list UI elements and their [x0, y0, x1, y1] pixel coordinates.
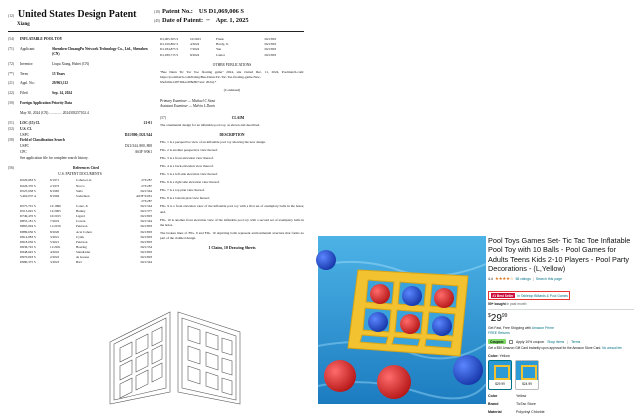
- red-ball: [400, 314, 420, 334]
- patent-date: Apr. 1, 2025: [215, 16, 249, 24]
- reference-cell: D936,745 S: [20, 244, 36, 249]
- ratings-count-link[interactable]: 58 ratings: [515, 276, 531, 281]
- reference-cell: 8/2020: [50, 229, 60, 234]
- rating-row: 4.4 ★★★★☆ 58 ratings | Search this page: [488, 275, 563, 281]
- reference-cell: 273/287: [141, 178, 152, 183]
- reference-cell: D21/803: [140, 229, 152, 234]
- product-title[interactable]: Pool Toys Games Set- Tic Tac Toe Inflatable Pool Toy with 10 Balls - Pool Games for Adults Teens Kids 2-10 Players - Pool Party Decorations - (L,Yellow): [488, 236, 631, 274]
- spec-row: Color Yellow: [488, 394, 527, 398]
- priority-title: (30) Foreign Application Priority Data: [8, 101, 72, 106]
- reference-cell: D21/803: [264, 37, 276, 42]
- reference-cell: D918,056 S: [20, 239, 36, 244]
- perspective-figure-right: [178, 312, 240, 404]
- code-10: (10): [154, 10, 160, 14]
- reference-cell: 273/287: [141, 198, 152, 203]
- assistant-examiner: Assistant Examiner — Melvin L Davis: [160, 104, 215, 109]
- patent-no-label: Patent No.:: [162, 8, 193, 15]
- field-filed: (22) Filed: Sep. 14, 2024: [8, 91, 72, 96]
- examiners: [160, 99, 304, 110]
- reference-cell: 6/1971: [50, 178, 60, 183]
- description-paragraph: The broken lines of FIG. 9 and FIG. 10 depicting balls represent environmental structure that forms no part of the claimed design.: [160, 230, 304, 240]
- swatch-thumbnail: [489, 361, 511, 380]
- coupon-badge: Coupon:: [490, 339, 504, 344]
- reference-cell: Hardy, Jr.: [216, 42, 229, 47]
- reference-cell: D525,958 S: [20, 188, 36, 193]
- blue-ball: [316, 250, 336, 270]
- reference-cell: 11/2021: [50, 244, 61, 249]
- prime-link[interactable]: Amazon Prime: [531, 326, 554, 331]
- tic-tac-toe-frame: [348, 270, 468, 356]
- field-appl-no: (21) Appl. No.: 29/963,112: [8, 81, 69, 86]
- patent-number: US D1,069,006 S: [198, 8, 244, 15]
- coupon-shop-items-link[interactable]: Shop items: [547, 339, 565, 344]
- product-image[interactable]: [318, 236, 486, 404]
- code-12: (12): [8, 14, 14, 18]
- reference-cell: Sodermon: [76, 193, 90, 198]
- reference-cell: D749,476 S: [20, 214, 36, 219]
- perspective-figure-left: [110, 312, 170, 404]
- reference-cell: Frank: [216, 37, 224, 42]
- primary-examiner: Primary Examiner — Michael C Stout: [160, 98, 216, 103]
- reference-cell: 5/2021: [50, 239, 60, 244]
- reference-cell: D1,034,875 S: [160, 47, 179, 52]
- swatch-price: $24.99: [522, 381, 532, 386]
- reference-cell: 12/2005: [50, 209, 61, 214]
- other-publications-text: "Bee Dann Tic Tac Toe floating game" 2024, site visited Dec. 11, 2024, Poolmatch.com: https://poolmatch.com/listing/Bee-Dann-Tic-Tac-Toe-floating-game-New-63efa56e1497394acd08e8b7/ear: 2024).*: [160, 69, 304, 84]
- references-heading: (56) References Cited: [8, 165, 99, 170]
- class-us: (52) U.S. Cl.: [8, 126, 32, 131]
- reference-cell: 2/1973: [50, 183, 60, 188]
- reference-cell: D21/344: [140, 203, 152, 208]
- color-selector-label: Color: Yellow: [488, 354, 510, 358]
- reference-cell: 7/2019: [50, 219, 60, 224]
- class-search-cpc: CPC A63F 9/061: [20, 150, 152, 155]
- reference-cell: 4/2022: [50, 249, 60, 254]
- inventor-short: Xiang: [17, 21, 30, 27]
- product-listing: [318, 236, 634, 414]
- price-fraction: 99: [501, 313, 508, 320]
- reference-cell: D980,375 S: [20, 260, 36, 265]
- coupon-terms-link[interactable]: Terms: [571, 339, 581, 344]
- blue-ball: [402, 286, 422, 306]
- reference-cell: D21/803: [264, 42, 276, 47]
- reference-cell: D1,039,715 S: [160, 52, 179, 57]
- reference-cell: Hanley: [76, 209, 86, 214]
- reference-cell: 5,462,037 A: [20, 193, 37, 198]
- reference-row: [20, 260, 152, 265]
- description-paragraph: FIG. 2 is another perspective view thereof.: [160, 147, 218, 152]
- description-paragraph: FIG. 6 is a right side elevation view thereof.: [160, 180, 220, 185]
- spec-row: Material Polyvinyl Chloride: [488, 410, 545, 414]
- reference-cell: Ligard: [76, 214, 85, 219]
- reference-cell: D21/354: [140, 244, 152, 249]
- reference-cell: D1,005,303 S: [160, 37, 179, 42]
- card-offer-link[interactable]: No annual fee: [602, 346, 622, 350]
- reference-cell: 4/2024: [190, 42, 200, 47]
- price-symbol: $: [488, 313, 491, 320]
- reference-cell: 8/1965: [50, 188, 60, 193]
- blue-ball: [453, 355, 483, 385]
- reference-cell: D948,645 S: [20, 249, 36, 254]
- reference-cell: Cytak: [76, 234, 84, 239]
- rating-value: 4.4: [488, 276, 493, 281]
- bought-count: 50+ bought in past month: [488, 302, 527, 307]
- product-info: [488, 236, 634, 414]
- reference-cell: Stalo: [76, 188, 83, 193]
- description-paragraph: FIG. 4 is a back elevation view thereof.: [160, 163, 214, 168]
- claim-text: The ornamental design for an inflatable pool toy, as shown and described.: [160, 122, 261, 127]
- description-paragraph: FIG. 10 is another front elevation view of the inflatable pool toy with a second set of exemplary balls in the holes.: [160, 217, 304, 227]
- reference-cell: D1,010,802 S: [160, 42, 179, 47]
- coupon-row: Coupon: Apply 10% coupon Shop items | Terms: [490, 339, 581, 344]
- reference-cell: D855,181 S: [20, 219, 36, 224]
- reference-cell: Yan: [216, 47, 222, 52]
- shipping-info: Get Fast, Free Shipping with Amazon Prime FREE Returns: [488, 326, 634, 336]
- red-ball: [377, 365, 411, 399]
- reference-cell: D21/344: [140, 188, 152, 193]
- reference-cell: D21/803: [264, 52, 276, 57]
- search-page-link[interactable]: Search this page: [535, 276, 563, 281]
- reference-row: [160, 53, 304, 58]
- description-paragraph: FIG. 1 is a perspective view of an inflatable pool toy showing the new design.: [160, 139, 266, 144]
- reference-cell: Barr: [76, 260, 82, 265]
- description-paragraph: FIG. 3 is a front elevation view thereof.: [160, 155, 214, 160]
- spec-row: Brand TicTac Store: [488, 402, 536, 406]
- class-uspc: USPC D21/800; D21/344: [20, 132, 152, 137]
- product-photo: [318, 236, 486, 404]
- coupon-checkbox[interactable]: [509, 340, 513, 344]
- price: [488, 313, 634, 324]
- reference-cell: Hoering: [76, 244, 87, 249]
- patent-title: United States Design Patent: [17, 9, 137, 20]
- reference-cell: D226,370 S: [20, 183, 36, 188]
- description-paragraphs: [160, 140, 304, 242]
- reference-cell: D21/803: [140, 214, 152, 219]
- reference-cell: D970,693 S: [20, 255, 36, 260]
- priority-row: May 30, 2024 (CN) .............. 2024303257102.4: [20, 111, 89, 115]
- swatch-option[interactable]: [488, 360, 512, 390]
- reference-cell: Nocco: [76, 183, 85, 188]
- reference-cell: 8/1994: [50, 193, 60, 198]
- patent-header: [8, 8, 304, 32]
- class-search-note: See application file for complete search history.: [20, 155, 89, 160]
- best-seller-category-link[interactable]: in Tabletop Billiards & Pool Games: [517, 293, 568, 298]
- description-title: DESCRIPTION: [219, 132, 245, 137]
- best-seller-badge[interactable]: #1 Best Seller: [492, 293, 514, 298]
- reference-cell: D513,045 S: [20, 209, 36, 214]
- reference-cell: D889,650 S: [20, 229, 36, 234]
- reference-cell: de Greese: [76, 255, 90, 260]
- reference-cell: D21/803: [140, 224, 152, 229]
- reference-cell: Peterson: [76, 239, 88, 244]
- reference-cell: 10/2023: [190, 37, 201, 42]
- field-title: (54) INFLATABLE POOL TOY: [8, 37, 63, 42]
- best-seller-highlight: [488, 291, 570, 300]
- swatch-price: $29.99: [495, 381, 505, 386]
- price-whole: 29: [490, 313, 502, 325]
- description-paragraph: FIG. 7 is a top plan view thereof.: [160, 188, 205, 193]
- other-publications-title: OTHER PUBLICATIONS: [212, 62, 252, 67]
- description-paragraph: FIG. 9 is a front elevation view of the inflatable pool toy with a first set of exemplary balls in the holes; and,: [160, 204, 304, 214]
- free-returns-link[interactable]: FREE Returns: [488, 331, 510, 336]
- reference-cell: D575,701 S: [20, 203, 36, 208]
- date-label: Date of Patent:: [162, 16, 204, 24]
- reference-cell: Acat Cohen: [76, 229, 92, 234]
- reference-cell: A63F 9/061: [136, 193, 152, 198]
- red-ball: [434, 288, 454, 308]
- coupon-text: Apply 10% coupon: [515, 339, 545, 344]
- other-publications-continued: (Continued): [223, 87, 241, 92]
- field-term: (**) Term: 15 Years: [8, 71, 65, 76]
- reference-cell: Cowan: [76, 219, 86, 224]
- reference-cell: 273/287: [141, 183, 152, 188]
- reference-cell: Cantor: [216, 52, 225, 57]
- description-paragraph: FIG. 5 is a left side elevation view thereof.: [160, 171, 219, 176]
- patent-right-column: [160, 37, 304, 265]
- reference-cell: 3/2021: [50, 234, 60, 239]
- claims-count: 1 Claim, 10 Drawing Sheets: [208, 245, 256, 251]
- swatch-option[interactable]: [515, 360, 539, 390]
- reference-cell: 7/2024: [190, 47, 200, 52]
- reference-cell: 12/1996: [50, 203, 61, 208]
- reference-cell: Peterson: [76, 224, 88, 229]
- patent-drawing-figure: [100, 272, 300, 404]
- red-ball: [324, 360, 356, 392]
- date-star: **: [206, 18, 210, 23]
- reference-cell: D21/803: [140, 239, 152, 244]
- patent-document: [0, 0, 310, 408]
- reference-cell: D21/344: [140, 260, 152, 265]
- reference-cell: D914,083 S: [20, 234, 36, 239]
- reference-cell: D21/344: [140, 219, 152, 224]
- reference-cell: Cotez, Jr.: [76, 203, 89, 208]
- reference-cell: D220,963 S: [20, 178, 36, 183]
- swatch-thumbnail: [516, 361, 538, 380]
- reference-cell: D21/803: [140, 249, 152, 254]
- references-subtitle: U.S. PATENT DOCUMENTS: [58, 171, 102, 176]
- claim-heading: (57) CLAIM: [160, 115, 245, 120]
- color-swatches: [488, 360, 634, 390]
- code-45: (45): [154, 18, 160, 23]
- blue-ball: [368, 312, 388, 332]
- star-rating-icon[interactable]: ★★★★☆: [494, 275, 514, 281]
- blue-ball: [432, 316, 452, 336]
- reference-cell: D21/377: [140, 209, 152, 214]
- reference-cell: 8/2024: [190, 52, 200, 57]
- red-ball: [370, 284, 390, 304]
- class-search: (58) Field of Classification Search: [8, 138, 65, 143]
- class-search-uspc: USPC D21/344, 800, 808: [20, 144, 152, 149]
- field-applicant: (71) Applicant: Shenzhen ChuangPu Network Technology Co., Ltd., Shenzhen (CN): [8, 47, 148, 56]
- reference-cell: D865,094 S: [20, 224, 36, 229]
- reference-cell: 2/2022: [50, 255, 60, 260]
- reference-cell: D21/803: [140, 255, 152, 260]
- reference-cell: D21/803: [264, 47, 276, 52]
- description-paragraph: FIG. 8 is a bottom plan view thereof.: [160, 196, 211, 201]
- reference-cell: Cohen et al.: [76, 178, 92, 183]
- reference-cell: D21/803: [140, 234, 152, 239]
- references-list-left: [8, 178, 152, 265]
- field-inventor: (72) Inventor: Liupu Xiang, Hubei (CN): [8, 61, 90, 66]
- references-list-right: [160, 37, 304, 57]
- divider: [488, 309, 634, 310]
- reference-cell: 3/2023: [50, 260, 60, 265]
- reference-cell: 10/2015: [50, 214, 61, 219]
- reference-cell: Standrader: [76, 249, 91, 254]
- class-loc: (51) LOC (15) Cl. 21-01: [8, 120, 152, 125]
- reference-cell: 11/2019: [50, 224, 61, 229]
- patent-left-column: [8, 37, 152, 265]
- card-offer: Get a $50 Amazon Gift Card instantly upon approval for the Amazon Store Card. No annual fee: [488, 346, 622, 350]
